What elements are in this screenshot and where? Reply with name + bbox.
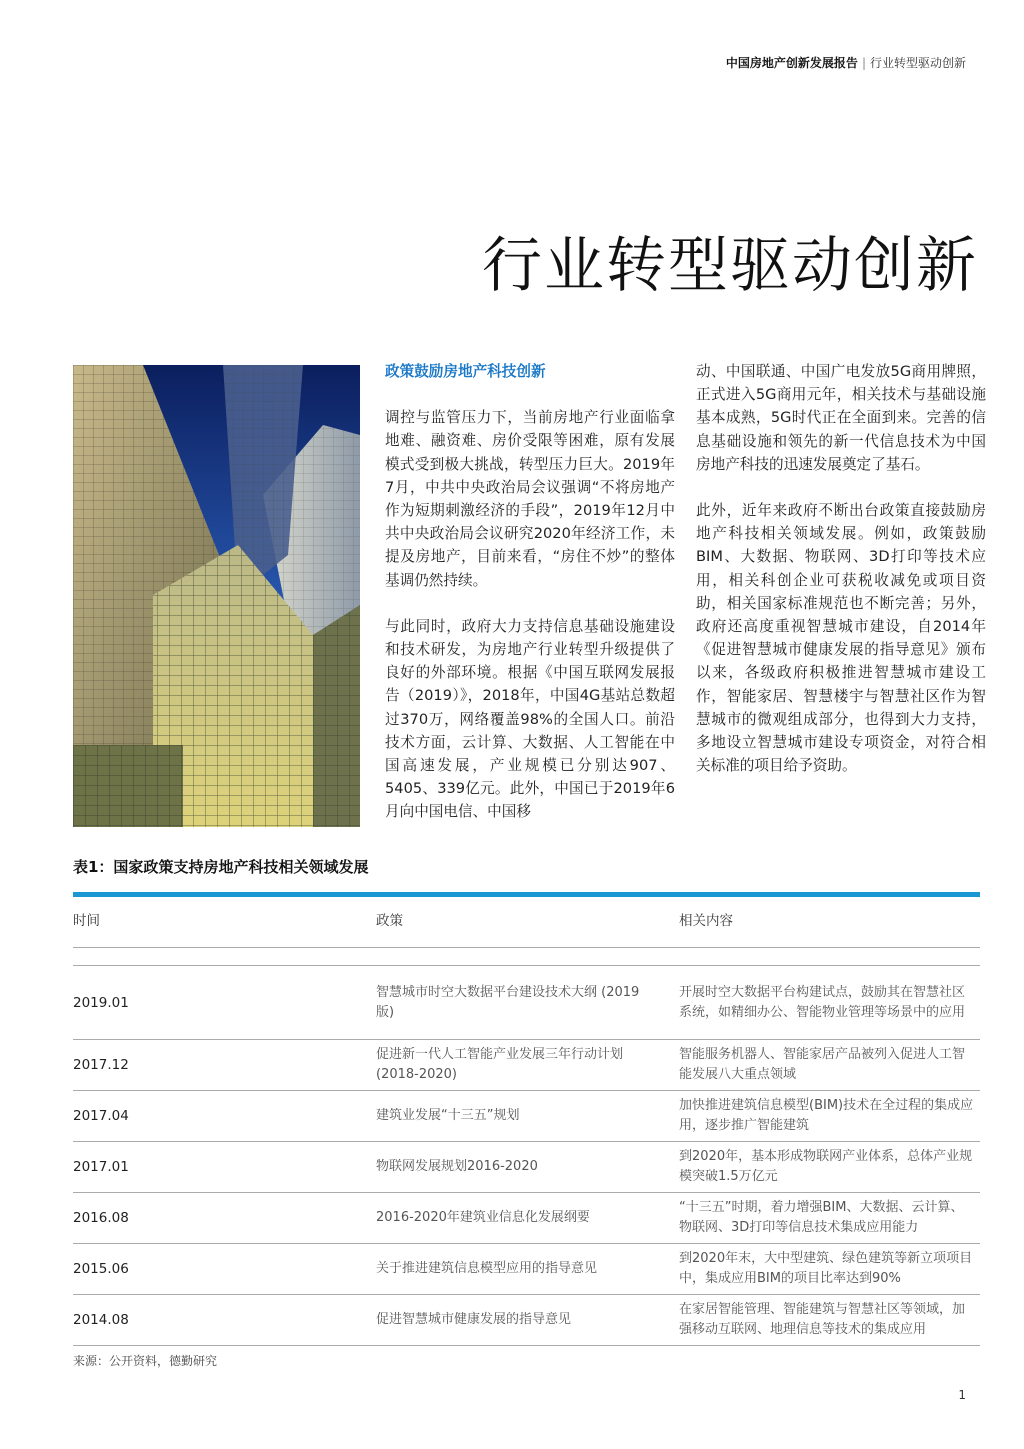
policy-cell: 2016-2020年建筑业信息化发展纲要 (376, 1193, 679, 1244)
content-cell: 到2020年，基本形成物联网产业体系，总体产业规模突破1.5万亿元 (679, 1142, 980, 1193)
content-cell: 在家居智能管理、智能建筑与智慧社区等领域，加强移动互联网、地理信息等技术的集成应用 (679, 1295, 980, 1346)
paragraph: 此外，近年来政府不断出台政策直接鼓励房地产科技相关领域发展。例如，政策鼓励BIM、大数据、物联网、3D打印等技术应用，相关科创企业可获税收减免或项目资助，相关国家标准规范也不断完善；另外，政府还高度重视智慧城市建设，自2014年《促进智慧城市健康发展的指导意见》颁布以来，各级政府积极推进智慧城市建设工作，智能家居、智慧楼宇与智慧社区作为智慧城市的微观组成部分，也得到大力支持，多地设立智慧城市建设专项资金，对符合相关标准的项目给予资助。 (696, 502, 986, 775)
content-cell: 到2020年末，大中型建筑、绿色建筑等新立项项目中，集成应用BIM的项目比率达到90% (679, 1244, 980, 1295)
table-row (73, 1040, 980, 1091)
column-header: 相关内容 (679, 913, 733, 929)
column-header: 政策 (376, 913, 403, 929)
report-name: 中国房地产创新发展报告 (725, 56, 858, 70)
time-cell: 2017.04 (73, 1091, 376, 1142)
content-cell: 加快推进建筑信息模型(BIM)技术在全过程的集成应用，逐步推广智能建筑 (679, 1091, 980, 1142)
page-number: 1 (958, 1388, 966, 1402)
header-spacer (73, 948, 980, 966)
table-row (73, 1193, 980, 1244)
time-cell: 2016.08 (73, 1193, 376, 1244)
time-cell: 2015.06 (73, 1244, 376, 1295)
policy-cell: 物联网发展规划2016-2020 (376, 1142, 679, 1193)
time-cell: 2017.12 (73, 1040, 376, 1091)
policy-table (73, 892, 980, 1346)
article-column-2 (696, 360, 986, 777)
article-column-1 (385, 360, 675, 824)
section-name: 行业转型驱动创新 (869, 56, 966, 70)
content-cell: “十三五”时期，着力增强BIM、大数据、云计算、物联网、3D打印等信息技术集成应用能力 (679, 1193, 980, 1244)
paragraph: 动、中国联通、中国广电发放5G商用牌照，正式进入5G商用元年，相关技术与基础设施基本成熟，5G时代正在全面到来。完善的信息基础设施和领先的新一代信息技术为中国房地产科技的迅速发展奠定了基石。 (696, 363, 986, 473)
table-header-row (73, 897, 980, 948)
policy-cell: 智慧城市时空大数据平台建设技术大纲 (2019版) (376, 966, 679, 1040)
table-row (73, 966, 980, 1040)
source-note: 来源：公开资料，德勤研究 (73, 1354, 218, 1368)
skyscraper-photo (73, 365, 360, 827)
policy-cell: 促进新一代人工智能产业发展三年行动计划 (2018-2020) (376, 1040, 679, 1091)
table-row (73, 1244, 980, 1295)
policy-cell: 建筑业发展“十三五”规划 (376, 1091, 679, 1142)
time-cell: 2017.01 (73, 1142, 376, 1193)
page-title: 行业转型驱动创新 (482, 231, 978, 301)
header-separator: | (861, 56, 866, 70)
paragraph: 调控与监管压力下，当前房地产行业面临拿地难、融资难、房价受限等困难，原有发展模式受到极大挑战，转型压力巨大。2019年7月，中共中央政治局会议强调“不将房地产作为短期刺激经济的手段”，2019年12月中共中央政治局会议研究2020年经济工作，未提及房地产，目前来看，“房住不炒”的整体基调仍然持续。 (385, 409, 675, 589)
table-row (73, 1295, 980, 1346)
running-header (726, 54, 966, 71)
policy-cell: 促进智慧城市健康发展的指导意见 (376, 1295, 679, 1346)
time-cell: 2019.01 (73, 966, 376, 1040)
article-subhead: 政策鼓励房地产科技创新 (385, 363, 546, 380)
content-cell: 智能服务机器人、智能家居产品被列入促进人工智能发展八大重点领域 (679, 1040, 980, 1091)
table-caption: 表1：国家政策支持房地产科技相关领域发展 (73, 858, 369, 876)
column-header: 时间 (73, 913, 100, 929)
table-row (73, 1142, 980, 1193)
paragraph: 与此同时，政府大力支持信息基础设施建设和技术研发，为房地产行业转型升级提供了良好的外部环境。根据《中国互联网发展报告（2019）》，2018年，中国4G基站总数超过370万，网络覆盖98%的全国人口。前沿技术方面，云计算、大数据、人工智能在中国高速发展，产业规模已分别达907、5405、339亿元。此外，中国已于2019年6月向中国电信、中国移 (385, 617, 675, 821)
table-row (73, 1091, 980, 1142)
policy-cell: 关于推进建筑信息模型应用的指导意见 (376, 1244, 679, 1295)
content-cell: 开展时空大数据平台构建试点，鼓励其在智慧社区系统，如精细办公、智能物业管理等场景中的应用 (679, 966, 980, 1040)
time-cell: 2014.08 (73, 1295, 376, 1346)
